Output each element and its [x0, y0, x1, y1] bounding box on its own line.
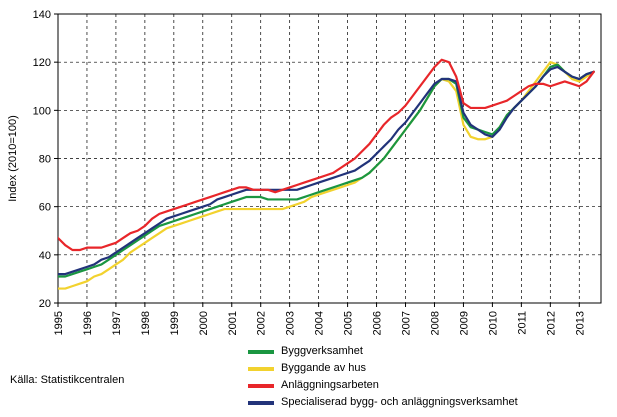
ytick-label-100: 100 — [32, 105, 51, 118]
xtick-label-2003: 2003 — [284, 311, 297, 336]
legend-label-specialiserad: Specialiserad bygg- och anläggningsverksamhet — [281, 396, 518, 408]
xtick-label-2004: 2004 — [313, 311, 326, 336]
legend-swatch-anlaggningsarbeten — [248, 384, 274, 388]
source-note: Källa: Statistikcentralen — [10, 374, 125, 386]
xtick-label-2002: 2002 — [255, 311, 268, 336]
ytick-label-80: 80 — [38, 153, 51, 166]
legend-swatch-specialiserad — [248, 401, 274, 405]
legend-swatch-byggverksamhet — [248, 350, 274, 354]
legend-item-specialiserad — [248, 395, 608, 410]
legend-item-byggverksamhet — [248, 344, 608, 359]
xtick-label-2013: 2013 — [574, 311, 587, 336]
xtick-label-2010: 2010 — [487, 311, 500, 336]
xtick-label-2001: 2001 — [226, 311, 239, 336]
xtick-label-1997: 1997 — [110, 311, 123, 336]
ytick-label-140: 140 — [32, 9, 51, 21]
xtick-label-1998: 1998 — [139, 311, 152, 336]
legend-label-byggande-av-hus: Byggande av hus — [281, 362, 367, 374]
xtick-label-2011: 2011 — [516, 311, 529, 335]
chart-legend — [248, 344, 608, 412]
ytick-label-40: 40 — [38, 249, 51, 262]
legend-label-byggverksamhet: Byggverksamhet — [281, 345, 363, 357]
ytick-label-120: 120 — [32, 57, 51, 70]
xtick-label-2007: 2007 — [400, 311, 413, 336]
xtick-label-2005: 2005 — [342, 311, 355, 336]
legend-item-anlaggningsarbeten — [248, 378, 608, 393]
legend-label-anlaggningsarbeten: Anläggningsarbeten — [281, 379, 379, 391]
ytick-label-60: 60 — [38, 201, 51, 214]
y-axis-label: Index (2010=100) — [7, 115, 19, 202]
xtick-label-2009: 2009 — [458, 311, 471, 336]
xtick-label-2000: 2000 — [197, 311, 210, 336]
xtick-label-2006: 2006 — [371, 311, 384, 336]
xtick-label-2008: 2008 — [429, 311, 442, 336]
xtick-label-2012: 2012 — [545, 311, 558, 336]
ytick-label-20: 20 — [38, 298, 51, 310]
xtick-label-1999: 1999 — [168, 311, 181, 336]
xtick-label-1996: 1996 — [81, 311, 94, 336]
legend-swatch-byggande-av-hus — [248, 367, 274, 371]
legend-item-byggande-av-hus — [248, 361, 608, 376]
xtick-label-1995: 1995 — [53, 311, 65, 336]
